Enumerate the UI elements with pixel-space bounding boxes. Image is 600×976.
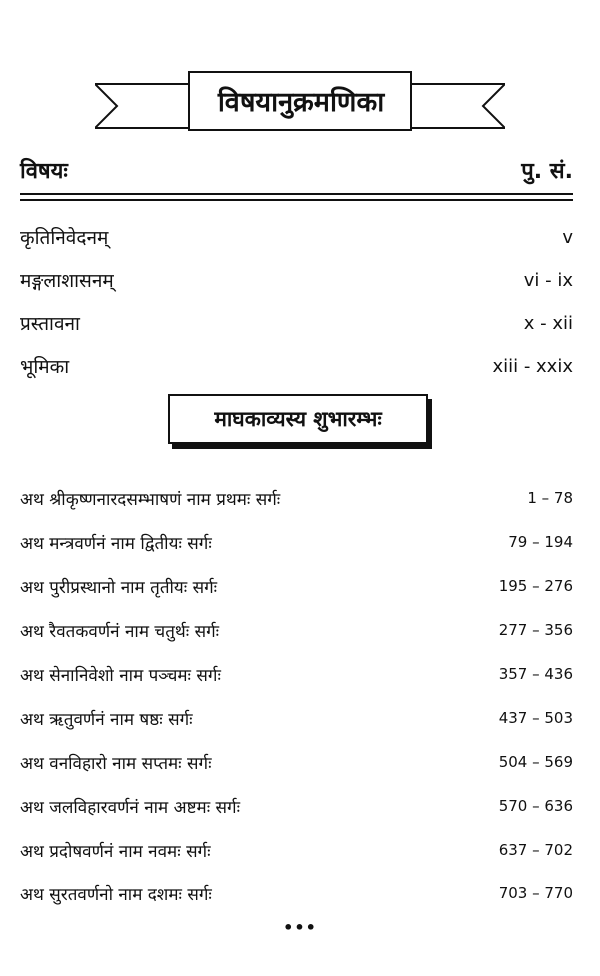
entry-title: अथ सेनानिवेशो नाम पञ्चमः सर्गः [20,665,221,686]
entry-pages: 504 – 569 [498,753,573,771]
list-item[interactable] [20,484,573,512]
list-item[interactable] [20,704,573,732]
entry-title: अथ रैवतकवर्णनं नाम चतुर्थः सर्गः [20,621,220,642]
entry-pages: 637 – 702 [498,841,573,859]
subject-column-header: विषयः [20,159,68,184]
section-heading: माघकाव्यस्य शुभारम्भः [168,394,428,444]
list-item[interactable] [20,222,573,252]
entry-pages: 79 – 194 [508,533,573,551]
entry-pages: 357 – 436 [498,665,573,683]
entry-pages: v [562,226,573,248]
entry-title: भूमिका [20,356,70,378]
entry-title: अथ मन्त्रवर्णनं नाम द्वितीयः सर्गः [20,533,212,554]
entry-pages: 277 – 356 [498,621,573,639]
list-item[interactable] [20,616,573,644]
entry-pages: vi - ix [523,269,573,291]
list-item[interactable] [20,572,573,600]
entry-title: अथ पुरीप्रस्थानो नाम तृतीयः सर्गः [20,577,218,598]
entry-title: अथ वनविहारो नाम सप्तमः सर्गः [20,753,212,774]
list-item[interactable] [20,748,573,776]
entry-title: अथ ऋतुवर्णनं नाम षष्ठः सर्गः [20,709,193,730]
entry-pages: 1 – 78 [527,489,573,507]
list-item[interactable] [20,879,573,907]
entry-title: कृतिनिवेदनम् [20,227,109,249]
entry-title: अथ प्रदोषवर्णनं नाम नवमः सर्गः [20,841,211,862]
entry-pages: 570 – 636 [498,797,573,815]
entry-pages: 437 – 503 [498,709,573,727]
list-item[interactable] [20,308,573,338]
entry-pages: 703 – 770 [498,884,573,902]
list-item[interactable] [20,528,573,556]
list-item[interactable] [20,836,573,864]
entry-pages: xiii - xxix [492,355,573,377]
list-item[interactable] [20,351,573,381]
header-divider [20,199,573,201]
entry-title: मङ्गलाशासनम् [20,270,114,292]
list-item[interactable] [20,792,573,820]
entry-title: अथ सुरतवर्णनो नाम दशमः सर्गः [20,884,212,905]
entry-title: प्रस्तावना [20,313,80,335]
header-divider [20,193,573,195]
entry-pages: x - xii [523,312,573,334]
entry-title: अथ जलविहारवर्णनं नाम अष्टमः सर्गः [20,797,241,818]
continuation-marker: ••• [283,918,317,937]
page-column-header: पु. सं. [521,159,573,184]
entry-pages: 195 – 276 [498,577,573,595]
list-item[interactable] [20,660,573,688]
page-title: विषयानुक्रमणिका [217,86,385,118]
list-item[interactable] [20,265,573,295]
entry-title: अथ श्रीकृष्णनारदसम्भाषणं नाम प्रथमः सर्गः [20,489,281,510]
